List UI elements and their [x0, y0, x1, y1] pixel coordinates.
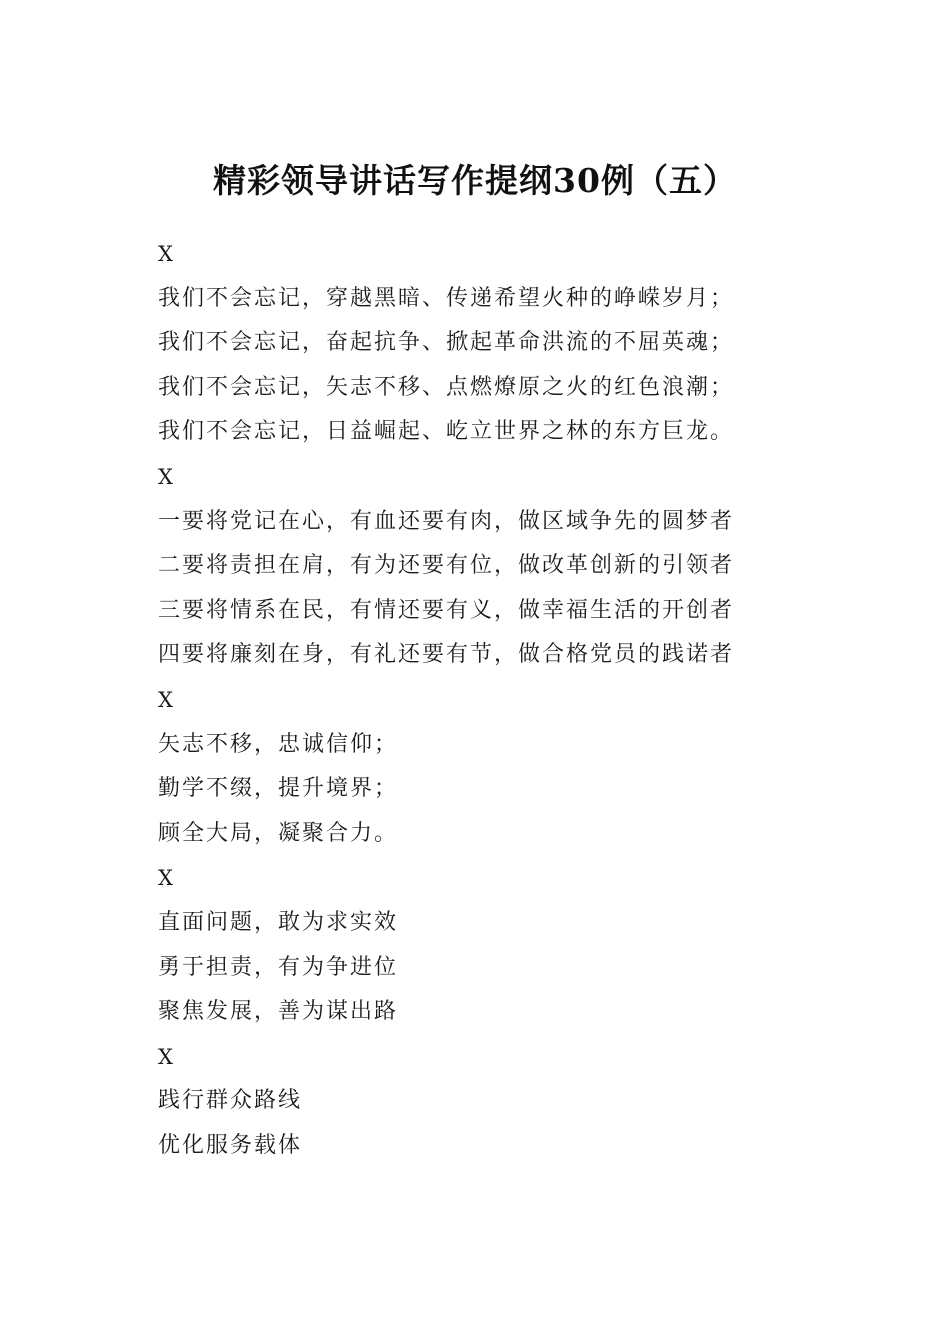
- text-line: 一要将党记在心，有血还要有肉，做区域争先的圆梦者: [158, 508, 735, 534]
- text-line: 优化服务载体: [158, 1132, 303, 1158]
- text-line: 三要将情系在民，有情还要有义，做幸福生活的开创者: [158, 597, 735, 623]
- text-line: 四要将廉刻在身，有礼还要有节，做合格党员的践诺者: [158, 642, 735, 668]
- text-line: 矢志不移，忠诚信仰；: [158, 731, 399, 757]
- section-marker: X: [158, 1044, 173, 1069]
- document-title: 精彩领导讲话写作提纲30例（五）: [213, 161, 737, 201]
- text-line: 直面问题，敢为求实效: [158, 909, 399, 935]
- text-line: 二要将责担在肩，有为还要有位，做改革创新的引领者: [158, 553, 735, 579]
- text-line: 我们不会忘记，日益崛起、屹立世界之林的东方巨龙。: [158, 419, 735, 445]
- section-marker: X: [158, 866, 173, 891]
- section-marker: X: [158, 242, 173, 266]
- text-line: 勇于担责，有为争进位: [158, 954, 399, 980]
- section-marker: X: [158, 687, 173, 712]
- text-line: 我们不会忘记，奋起抗争、掀起革命洪流的不屈英魂；: [158, 330, 735, 356]
- text-line: 顾全大局，凝聚合力。: [158, 820, 399, 846]
- text-line: 我们不会忘记，穿越黑暗、传递希望火种的峥嵘岁月；: [158, 285, 735, 311]
- text-line: 我们不会忘记，矢志不移、点燃燎原之火的红色浪潮；: [158, 374, 735, 400]
- text-line: 聚焦发展，善为谋出路: [158, 999, 399, 1025]
- text-line: 践行群众路线: [158, 1088, 303, 1114]
- document-body: [158, 232, 798, 1168]
- section-marker: X: [158, 464, 173, 489]
- text-line: 勤学不缀，提升境界；: [158, 776, 399, 802]
